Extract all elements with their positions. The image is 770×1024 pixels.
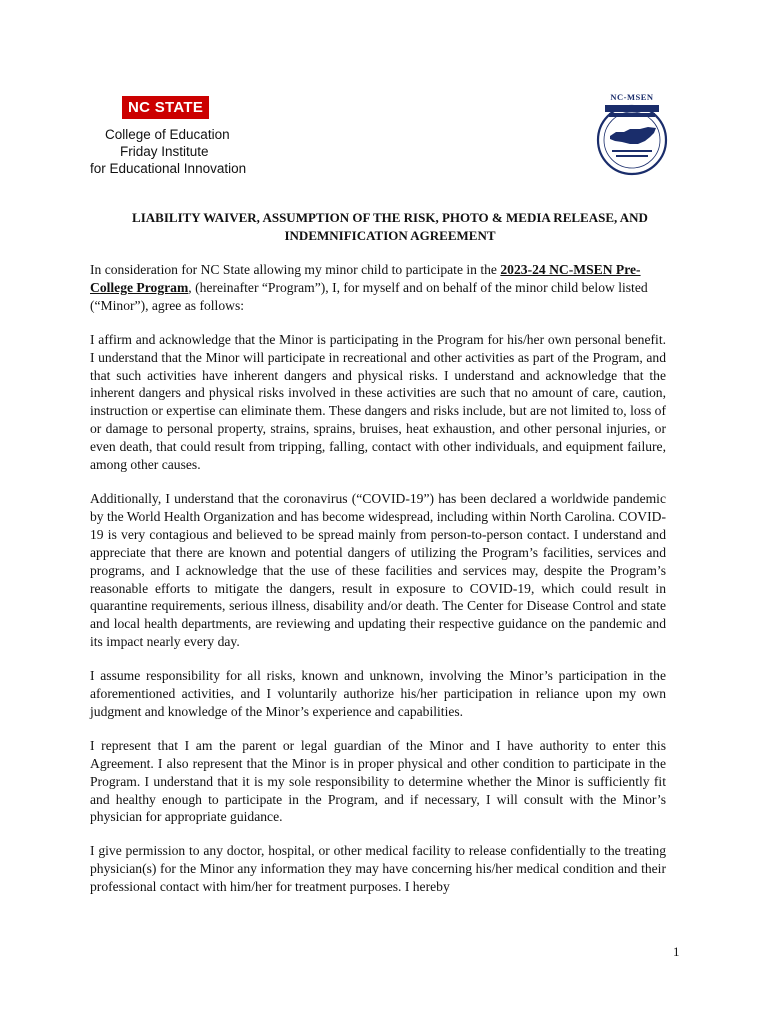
title-line-1: LIABILITY WAIVER, ASSUMPTION OF THE RISK, PHOTO & MEDIA RELEASE, AND (132, 210, 648, 225)
ncstate-innovation-line: for Educational Innovation (90, 161, 247, 176)
paragraph-guardian: I represent that I am the parent or legal guardian of the Minor and I have authority to enter this Agreement. I also represent that the Minor is in proper physical and other condition to participate in the Program. I understand that it is my sole responsibility to determine whether the Minor is sufficiently fit and healthy enough to participate in the Program, and if necessary, I will consult with the Minor’s physician for appropriate guidance. (90, 737, 666, 825)
page-number: 1 (673, 944, 680, 959)
paragraph-medical-permission: I give permission to any doctor, hospital, or other medical facility to release confidentially to the treating physician(s) for the Minor any information they may have concerning his/her medical condition and their professional contact with him/her for treatment purposes. I hereby (90, 843, 666, 895)
nc-msen-seal-icon (590, 92, 674, 176)
title-line-2: INDEMNIFICATION AGREEMENT (284, 228, 496, 243)
paragraph-affirm: I affirm and acknowledge that the Minor is participating in the Program for his/her own personal benefit. I understand that the Minor will participate in recreational and other activities as part of the Program, and that such activities have inherent dangers and physical risks. I understand and acknowledge that the inherent dangers and physical risks involved in these activities are such that no amount of care, caution, instruction or expertise can eliminate them. These dangers and risks include, but are not limited to, loss of or damage to personal property, strains, sprains, bruises, heat exhaustion, and other personal injuries, or even death, that could result from tripping, falling, contact with other individuals, and equipment failure, among other causes. (90, 331, 666, 473)
ncstate-institute-line: Friday Institute (120, 144, 209, 159)
ncstate-badge: NC STATE (122, 96, 209, 119)
ncstate-college-line: College of Education (105, 127, 230, 142)
ncstate-logo (90, 96, 270, 177)
paragraph-consideration-rest: , (hereinafter “Program”), I, for myself and on behalf of the minor child below listed (“Minor”), agree as follows: (90, 279, 648, 313)
paragraph-assume-risk: I assume responsibility for all risks, known and unknown, involving the Minor’s participation in the aforementioned activities, and I voluntarily authorize his/her participation in reliance upon my own judgment and knowledge of the Minor’s experience and capabilities. (90, 668, 666, 719)
nc-msen-seal-logo (590, 92, 674, 176)
nc-msen-label: NC-MSEN (610, 92, 654, 102)
paragraph-consideration-intro: In consideration for NC State allowing my minor child to participate in the (90, 262, 501, 277)
document-body (90, 261, 666, 912)
document-title (100, 209, 680, 245)
paragraph-consideration (90, 261, 666, 315)
paragraph-covid: Additionally, I understand that the coronavirus (“COVID-19”) has been declared a worldwide pandemic by the World Health Organization and has become widespread, including within North Carolina. COVID-19 is very contagious and believed to be spread mainly from person-to-person contact. I understand and appreciate that there are known and potential dangers of utilizing the Program’s facilities, services and programs, and I acknowledge that the use of these facilities and services may, despite the Program’s reasonable efforts to mitigate the dangers, result in exposure to COVID-19, which could result in quarantine requirements, serious illness, disability and/or death. The Center for Disease Control and state and local health departments, are reviewing and updating their respective guidance on the pandemic and its impact nearly every day. (90, 490, 666, 650)
program-name: 2023-24 NC-MSEN Pre-College Program (90, 262, 641, 295)
